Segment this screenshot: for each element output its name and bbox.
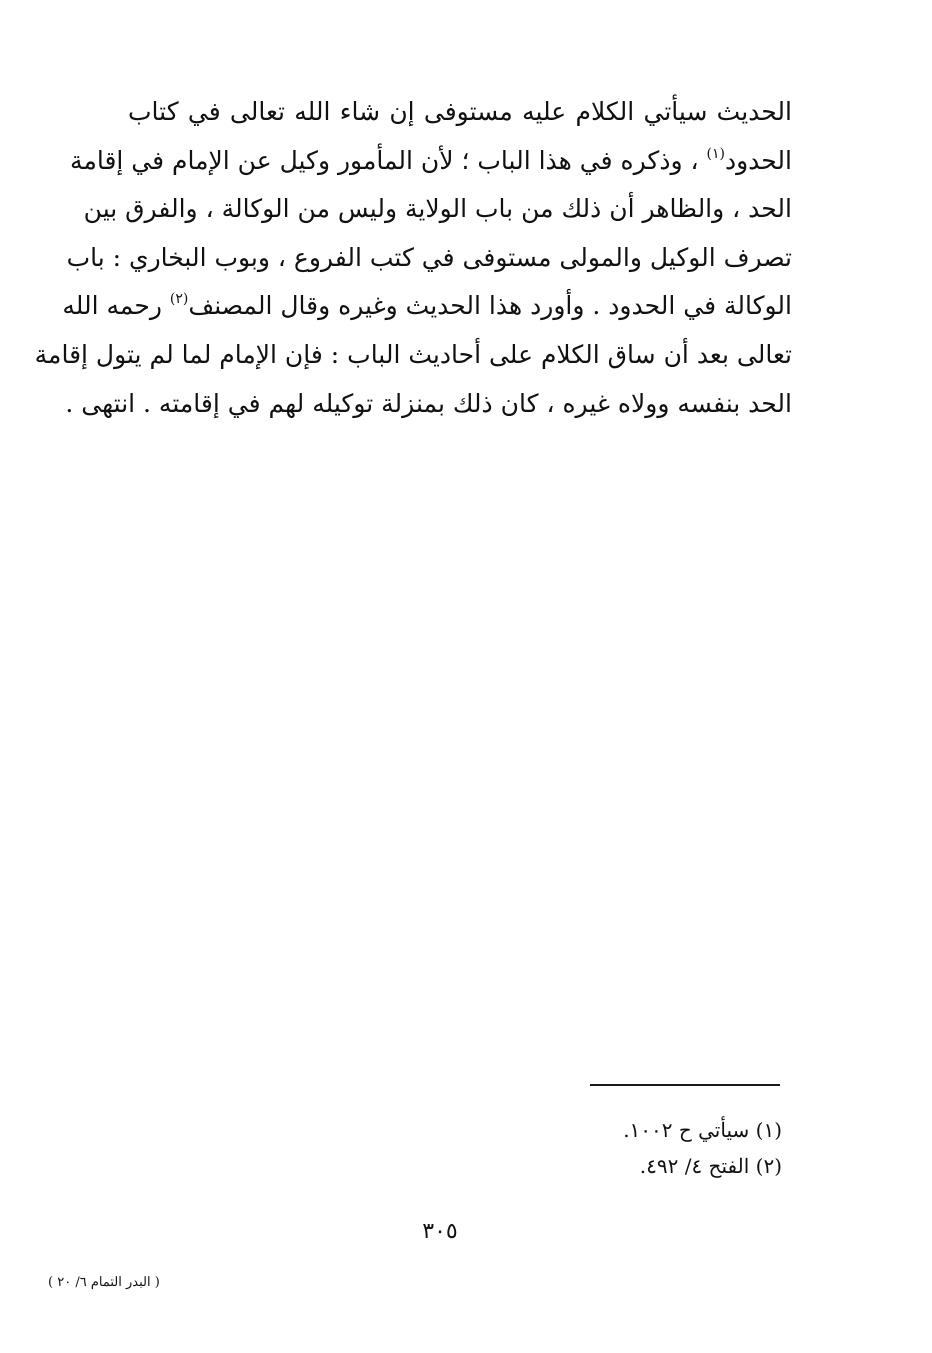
text-line-5-start: الوكالة في الحدود . وأورد هذا الحديث وغيره وقال المصنف [188,291,792,321]
main-text [34,88,792,428]
page-number: ٣٠٥ [422,1219,458,1244]
text-line-3: الحد ، والظاهر أن ذلك من باب الولاية وليس من الوكالة ، والفرق بين [83,194,792,224]
text-line-2-rest: ، وذكره في هذا الباب ؛ لأن المأمور وكيل عن الإمام في إقامة [70,145,699,175]
text-line-2-start: الحدود [724,145,792,175]
text-line-1: الحديث سيأتي الكلام عليه مستوفى إن شاء الله تعالى في كتاب [128,97,792,126]
footnote-1: (١) سيأتي ح ١٠٠٢. [623,1118,782,1142]
footnote-ref-2[interactable]: (٢) [169,291,189,308]
text-line-5 [62,282,792,331]
text-line-4: تصرف الوكيل والمولى مستوفى في كتب الفروع ، وبوب البخاري : باب [66,242,792,272]
text-line-5-rest: رحمه الله [62,291,162,321]
volume-signature: ( البدر التمام ٦/ ٢٠ ) [48,1275,160,1290]
footnotes [520,1112,782,1184]
footnote-ref-1[interactable]: (١) [706,145,725,162]
footnote-separator [590,1084,780,1086]
text-line-7: الحد بنفسه وولاه غيره ، كان ذلك بمنزلة توكيله لهم في إقامته . انتهى . [65,388,792,418]
text-line-2 [70,137,792,186]
footnote-2: (٢) الفتح ٤/ ٤٩٢. [639,1154,782,1178]
text-line-6: تعالى بعد أن ساق الكلام على أحاديث الباب : فإن الإمام لما لم يتول إقامة [34,339,792,369]
